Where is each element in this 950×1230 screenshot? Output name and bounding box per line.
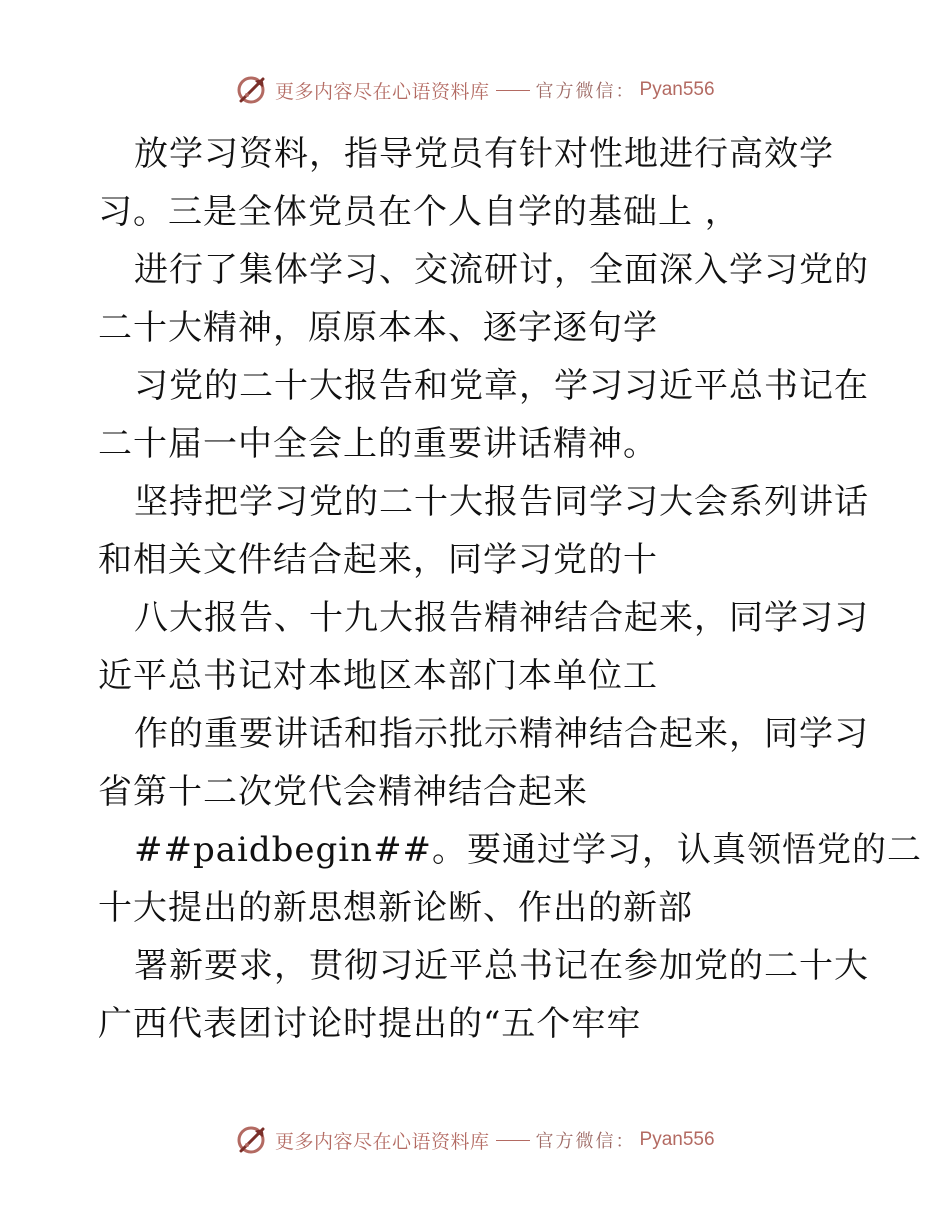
document-body	[98, 125, 923, 1053]
quill-logo-icon	[235, 1123, 269, 1157]
footer-banner-text: 更多内容尽在心语资料库	[275, 1130, 490, 1153]
body-line: 十大提出的新思想新论断、作出的新部	[98, 888, 693, 928]
header-wechat-id: Pyan556	[639, 79, 715, 100]
body-line: 署新要求，贯彻习近平总书记在参加党的二十大	[134, 946, 869, 986]
header-banner-separator	[496, 90, 530, 91]
quill-logo-icon	[235, 73, 269, 107]
body-line: 和相关文件结合起来，同学习党的十	[98, 540, 658, 580]
body-line: 二十届一中全会上的重要讲话精神。	[98, 424, 658, 464]
body-line: 进行了集体学习、交流研讨，全面深入学习党的	[134, 250, 869, 290]
body-line: 习。三是全体党员在个人自学的基础上 ，	[98, 192, 740, 232]
body-line: 二十大精神，原原本本、逐字逐句学	[98, 308, 658, 348]
footer-banner	[235, 1122, 715, 1158]
body-line: 作的重要讲话和指示批示精神结合起来，同学习	[134, 714, 869, 754]
body-line: 广西代表团讨论时提出的“五个牢牢	[98, 1004, 642, 1044]
body-line: 习党的二十大报告和党章，学习习近平总书记在	[134, 366, 869, 406]
header-banner-text: 更多内容尽在心语资料库	[275, 80, 490, 103]
body-line: 八大报告、十九大报告精神结合起来，同学习习	[134, 598, 869, 638]
body-line: 放学习资料，指导党员有针对性地进行高效学	[134, 134, 834, 174]
body-line: 近平总书记对本地区本部门本单位工	[98, 656, 658, 696]
header-official-label: 官方微信：	[535, 81, 636, 102]
footer-wechat-id: Pyan556	[639, 1129, 715, 1150]
footer-official-label: 官方微信：	[535, 1131, 636, 1152]
body-line: ##paidbegin##。要通过学习，认真领悟党的二	[134, 830, 923, 870]
footer-banner-separator	[496, 1140, 530, 1141]
body-line: 坚持把学习党的二十大报告同学习大会系列讲话	[134, 482, 869, 522]
header-banner	[235, 72, 715, 108]
body-line: 省第十二次党代会精神结合起来	[98, 772, 588, 812]
